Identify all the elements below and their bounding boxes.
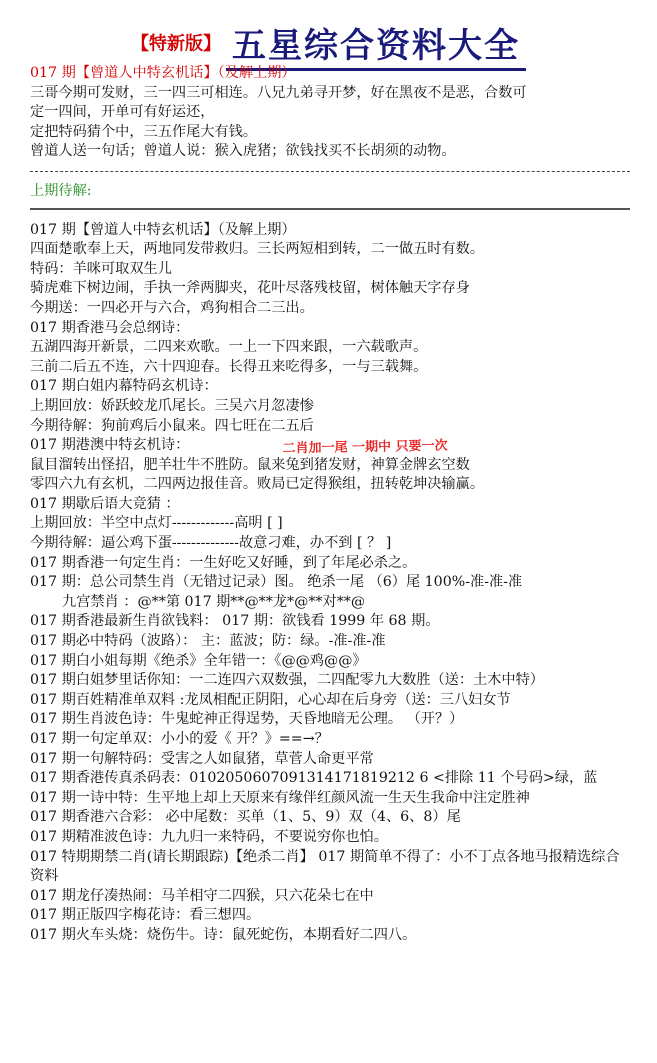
content-line: 九宫禁肖 ：@**第 017 期**@**龙*@**对**@ — [62, 593, 366, 610]
watermark-text: 二肖加一尾 一期中 只要一次 — [282, 438, 448, 457]
content-line: 五湖四海开新景，二四来欢歌。一上一下四来跟，一六载歌声。 — [30, 339, 428, 356]
intro-heading: 017 期【曾道人中特玄机话】（及解上期） — [30, 65, 296, 81]
content-line: 上期回放：半空中点灯-------------高明 [ ] — [30, 515, 283, 532]
content-line: 017 期香港一句定生肖：一生好吃又好睡，到了年尾必杀之。 — [30, 554, 417, 571]
content-line: 017 期精准波色诗：九九归一来特码，不要说穷你也怕。 — [30, 828, 388, 845]
previous-issue-label: 上期待解: — [30, 182, 92, 199]
content-line: 017 期白姐内幕特码玄机诗： — [30, 378, 218, 395]
content-line: 017 期一句定单双：小小的爱《 开？》==→？ — [30, 731, 329, 747]
main-title: 五星综合资料大全 — [226, 26, 526, 71]
content-line: 今期待解：狗前鸡后小鼠来。四七旺在二五后 — [30, 417, 314, 434]
content-line: 017 期香港六合彩： 必中尾数：买单（1、5、9）双（4、6、8）尾 — [30, 809, 461, 826]
intro-line: 定一四间，开单可有好运还， — [30, 104, 215, 121]
content-line: 骑虎难下树边闹，手执一斧两脚夹，花叶尽落残枝留，树体触天字存身 — [30, 280, 470, 297]
content-line: 上期回放：娇跃蛟龙爪尾长。三吴六月忽凄惨 — [30, 397, 314, 414]
content-line: 017 期龙仔凑热闹：马羊相守二四猴，只六花朵七在中 — [30, 887, 374, 904]
content-line: 零四六九有玄机，二四两边报佳音。败局已定得猴组，扭转乾坤决输赢。 — [30, 476, 485, 493]
content-line: 特码：羊咪可取双生儿 — [30, 260, 172, 277]
content-line: 017 期白小姐每期《绝杀》全年错一：《@@鸡@@》 — [30, 652, 367, 669]
content-line: 017 期一句解特码：受害之人如鼠猪，草菅人命更平常 — [30, 750, 374, 767]
dashed-divider — [30, 171, 630, 173]
solid-divider — [30, 208, 630, 211]
content-line: 017 期香港马会总纲诗： — [30, 319, 190, 336]
content-line: 三前二后五不连，六十四迎春。长得丑来吃得多，一与三载舞。 — [30, 358, 428, 375]
intro-line: 三哥今期可发财，三一四三可相连。八兄九弟寻开梦，好在黑夜不是恶，合数可 — [30, 84, 527, 101]
content-line: 017 期：总公司禁生肖（无错过记录）图。 绝杀一尾 （6）尾 100%-准-准-准 — [30, 574, 523, 591]
content-line: 017 期香港最新生肖欲钱料： 017 期：欲钱看 1999 年 68 期。 — [30, 613, 440, 630]
page-title — [0, 18, 657, 64]
content-line: 017 期一诗中特：生平地上却上天原来有缘伴红颜风流一生天生我命中注定胜神 — [30, 789, 530, 806]
content-line: 017 期必中特码（波路）： 主：蓝波；防：绿。-准-准-准 — [30, 633, 386, 650]
content-line: 017 期港澳中特玄机诗： — [30, 437, 190, 454]
content-line: 今期待解：逼公鸡下蛋--------------故意刁难，办不到 [ ？ ] — [30, 535, 392, 552]
intro-line: 曾道人送一句话；曾道人说：猴入虎猪；欲钱找买不长胡须的动物。 — [30, 143, 456, 160]
intro-line: 定把特码猜个中，三五作尾大有钱。 — [30, 123, 258, 140]
content-line: 四面楚歌奉上天，两地同发带救归。三长两短相到转，二一做五时有数。 — [30, 241, 485, 258]
content-line: 017 期白姐梦里话你知：一二连四六双数强，二四配零九大数胜（送：土木中特） — [30, 672, 544, 689]
document-body — [30, 64, 630, 946]
main-content — [30, 221, 630, 946]
content-line: 017 期生肖波色诗：牛鬼蛇神正得逞势，天昏地暗无公理。 （开？） — [30, 711, 464, 728]
content-line: 017 特期期禁二肖(请长期跟踪)【绝杀二肖】 017 期简单不得了：小不丁点各地马报精选综合资料 — [30, 848, 620, 885]
content-line: 今期送：一四必开与六合，鸡狗相合二三出。 — [30, 299, 314, 316]
content-line: 017 期火车头烧：烧伤牛。诗：鼠死蛇伤，本期看好二四八。 — [30, 926, 417, 943]
content-line: 鼠目溜转出怪招，肥羊壮牛不胜防。鼠来兔到猪发财，神算金牌玄空数 — [30, 456, 470, 473]
edition-tag: 【特新版】 — [130, 33, 221, 55]
content-line: 017 期歇后语大竞猜 ： — [30, 495, 180, 512]
content-line: 017 期百姓精准单双料 :龙凤相配正阴阳，心心却在后身旁（送：三八妇女节 — [30, 691, 511, 708]
content-line: 017 期正版四字梅花诗：看三想四。 — [30, 907, 261, 924]
content-line: 017 期【曾道人中特玄机话】（及解上期） — [30, 221, 296, 238]
content-line: 017 期香港传真杀码表：0102050607091314171819212 6 <排除 11 个号码>绿，蓝 — [30, 770, 598, 787]
